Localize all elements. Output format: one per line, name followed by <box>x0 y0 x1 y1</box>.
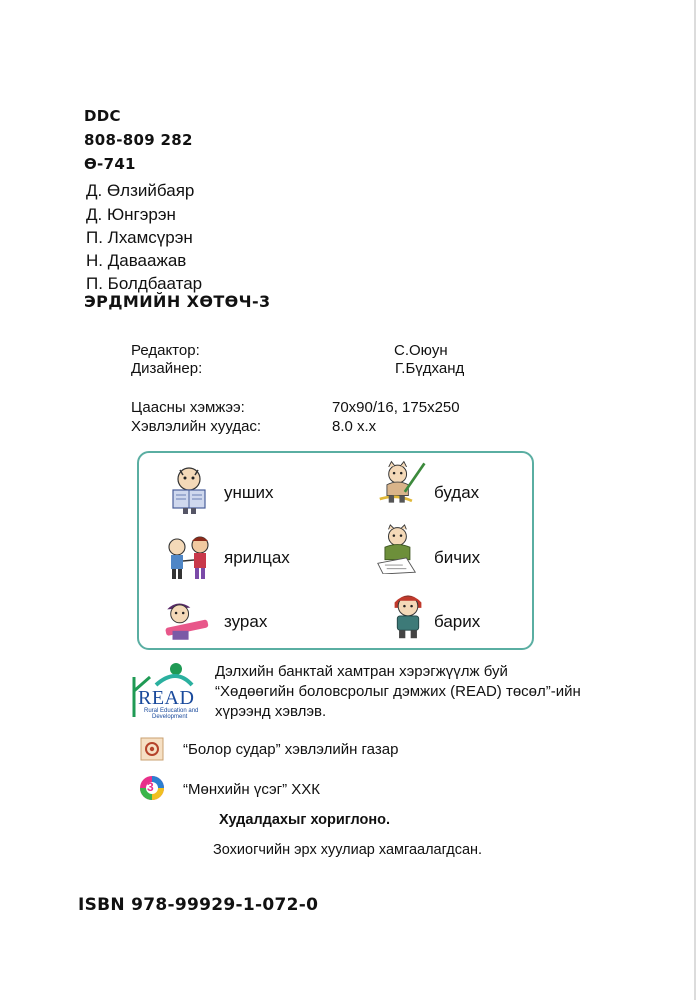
cutter-number: Ө-741 <box>84 155 136 173</box>
author-name: П. Болдбаатар <box>86 274 203 293</box>
talking-characters-icon <box>164 533 214 583</box>
paper-size-label: Цаасны хэмжээ: <box>131 399 245 416</box>
ddc-number: 808-809 282 <box>84 131 193 149</box>
bolor-sudar-logo-icon <box>140 737 164 761</box>
author-name: Д. Өлзийбаяр <box>86 181 195 200</box>
drawing-character-icon <box>160 596 210 646</box>
ddc-label: DDC <box>84 107 121 125</box>
activity-label: унших <box>224 483 274 502</box>
project-note-line: “Хөдөөгийн боловсролыг дэмжих (READ) төсөл”-ийн <box>215 683 581 700</box>
read-logo-subtitle: Development <box>152 714 188 720</box>
activity-label: будах <box>434 483 480 502</box>
activity-label: ярилцах <box>224 548 290 567</box>
copyright-notice: Зохиогчийн эрх хуулиар хамгаалагдсан. <box>213 842 483 858</box>
painting-character-icon <box>378 458 428 508</box>
writing-character-icon <box>376 524 426 574</box>
activity-label: бичих <box>434 548 481 567</box>
read-logo-title: READ <box>138 687 195 709</box>
author-name: Д. Юнгэрэн <box>86 205 176 224</box>
building-character-icon <box>383 590 433 640</box>
designer-label: Дизайнер: <box>131 360 203 377</box>
activity-label: барих <box>434 612 481 631</box>
munkhiin-useg-logo-mark: 3 <box>147 780 154 794</box>
paper-size-value: 70x90/16, 175x250 <box>332 399 460 416</box>
publisher-name: “Болор судар” хэвлэлийн газар <box>183 741 399 758</box>
activity-label: зурах <box>224 612 268 631</box>
author-name: П. Лхамсүрэн <box>86 228 193 247</box>
project-note-line: Дэлхийн банктай хамтран хэрэгжүүлж буй <box>215 663 508 680</box>
author-name: Н. Даваажав <box>86 251 187 270</box>
project-note-line: хүрээнд хэвлэв. <box>215 703 327 720</box>
isbn-number: ISBN 978-99929-1-072-0 <box>78 895 319 915</box>
publisher-name: “Мөнхийн үсэг” ХХК <box>183 781 321 798</box>
editor-label: Редактор: <box>131 342 200 359</box>
reading-character-icon <box>164 466 214 516</box>
not-for-sale-notice: Худалдахыг хориглоно. <box>219 812 390 828</box>
book-title: ЭРДМИЙН ХӨТӨЧ-3 <box>84 292 271 311</box>
sheets-value: 8.0 х.х <box>332 418 377 435</box>
designer-name: Г.Бүдханд <box>395 360 465 377</box>
sheets-label: Хэвлэлийн хуудас: <box>131 418 262 435</box>
read-logo-subtitle: Rural Education and <box>144 708 199 714</box>
editor-name: С.Оюун <box>394 342 448 359</box>
